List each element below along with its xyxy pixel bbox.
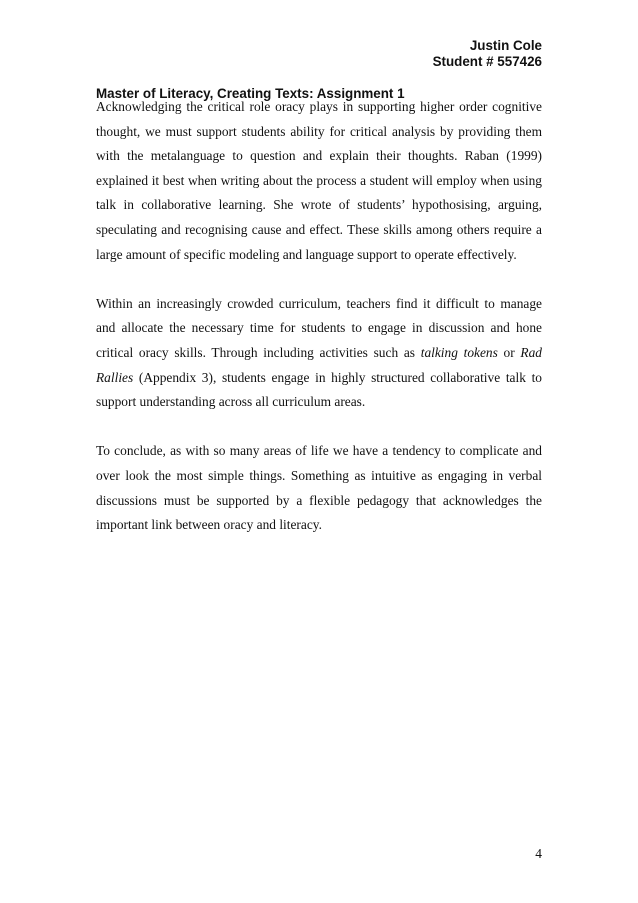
page-header [433, 38, 542, 70]
author-name: Justin Cole [469, 38, 542, 53]
student-number: Student # 557426 [432, 54, 542, 69]
paragraph-2-text-a: Within an increasingly crowded curriculum, teachers find it difficult to manage and allocate the necessary time for students to engage in discussion and hone critical oracy skills. Through including activities such as [96, 295, 542, 360]
paragraph-1: Acknowledging the critical role oracy plays in supporting higher order cognitive thought, we must support students ability for critical analysis by providing them with the metalanguage to question and explain their thoughts. Raban (1999) explained it best when writing about the process a student will employ when using talk in collaborative learning. She wrote of students’ hypothosising, arguing, speculating and recognising cause and effect. These skills among others require a large amount of specific modeling and language support to operate effectively. [96, 99, 542, 262]
italic-talking-tokens: talking tokens [420, 344, 498, 360]
italic-rad-rallies: Rad Rallies [96, 344, 542, 385]
paragraph-2 [96, 292, 542, 415]
paragraph-2-text-b: or [497, 344, 521, 360]
document-title: Master of Literacy, Creating Texts: Assignment 1 [96, 86, 405, 101]
paragraph-3: To conclude, as with so many areas of life we have a tendency to complicate and over look the most simple things. Something as intuitive as engaging in verbal discussions must be supported by a flexible pedagogy that acknowledges the important link between oracy and literacy. [96, 443, 542, 533]
page-number: 4 [535, 846, 542, 861]
document-body [96, 95, 542, 538]
paragraph-2-text-c: (Appendix 3), students engage in highly structured collaborative talk to support understanding across all curriculum areas. [96, 369, 542, 410]
